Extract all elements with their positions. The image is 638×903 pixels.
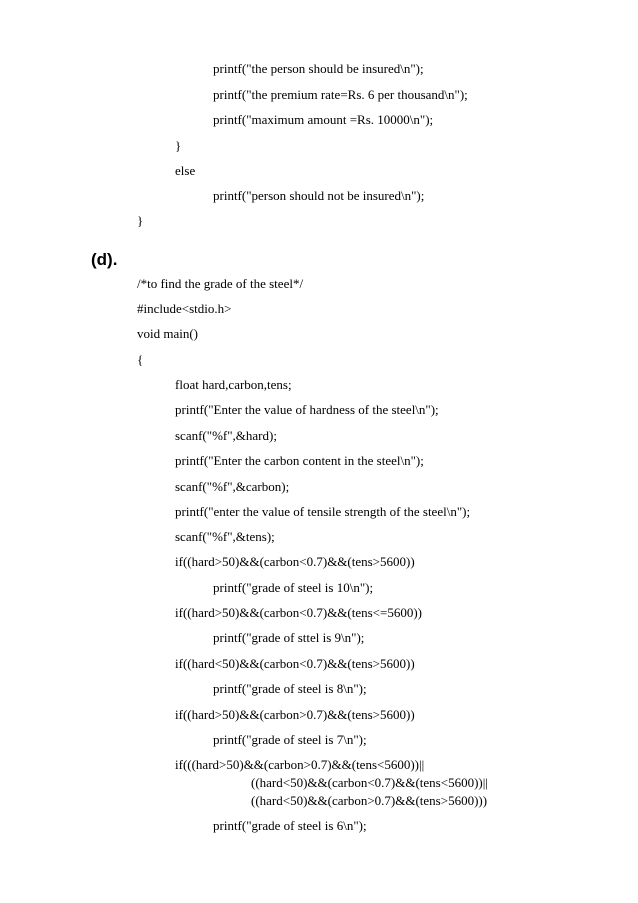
code-line-if-grade-7: if((hard>50)&&(carbon>0.7)&&(tens>5600)) — [175, 707, 415, 722]
code-line-printf-tensile: printf("enter the value of tensile strength of the steel\n"); — [175, 504, 471, 519]
code-line-comment: /*to find the grade of the steel*/ — [137, 276, 304, 291]
code-line-scanf-hard: scanf("%f",&hard); — [175, 428, 277, 443]
code-line-float-decl: float hard,carbon,tens; — [175, 377, 292, 392]
code-line-scanf-carbon: scanf("%f",&carbon); — [175, 479, 290, 494]
code-line-printf-carbon: printf("Enter the carbon content in the steel\n"); — [175, 453, 424, 468]
code-line-if-grade-9: if((hard>50)&&(carbon<0.7)&&(tens<=5600)) — [175, 605, 423, 620]
code-line-printf-grade-9: printf("grade of sttel is 9\n"); — [213, 630, 365, 645]
code-line-include: #include<stdio.h> — [137, 301, 232, 316]
code-line-else: else — [175, 163, 196, 178]
code-line-printf-grade-10: printf("grade of steel is 10\n"); — [213, 580, 374, 595]
code-line-if-grade-10: if((hard>50)&&(carbon<0.7)&&(tens>5600)) — [175, 554, 415, 569]
code-line-printf-hardness: printf("Enter the value of hardness of the steel\n"); — [175, 402, 439, 417]
code-line-printf-premium: printf("the premium rate=Rs. 6 per thousand\n"); — [213, 87, 468, 102]
code-line-close-brace-main: } — [137, 213, 144, 228]
section-heading: (d). — [91, 250, 118, 269]
code-line-if-grade-6-a: if(((hard>50)&&(carbon>0.7)&&(tens<5600))|| — [175, 757, 425, 772]
code-line-printf-not-insured: printf("person should not be insured\n"); — [213, 188, 425, 203]
code-line-if-grade-8: if((hard<50)&&(carbon<0.7)&&(tens>5600)) — [175, 656, 415, 671]
code-line-if-grade-6-c: ((hard<50)&&(carbon>0.7)&&(tens>5600))) — [251, 793, 488, 808]
code-line-printf-insured: printf("the person should be insured\n"); — [213, 61, 424, 76]
code-line-printf-grade-7: printf("grade of steel is 7\n"); — [213, 732, 367, 747]
code-line-open-brace: { — [137, 352, 144, 367]
code-line-printf-maximum: printf("maximum amount =Rs. 10000\n"); — [213, 112, 434, 127]
code-line-void-main: void main() — [137, 326, 199, 341]
code-line-printf-grade-8: printf("grade of steel is 8\n"); — [213, 681, 367, 696]
code-line-if-grade-6-b: ((hard<50)&&(carbon<0.7)&&(tens<5600))|| — [251, 775, 488, 790]
code-line-printf-grade-6: printf("grade of steel is 6\n"); — [213, 818, 367, 833]
code-line-scanf-tens: scanf("%f",&tens); — [175, 529, 275, 544]
code-line-close-brace: } — [175, 138, 182, 153]
